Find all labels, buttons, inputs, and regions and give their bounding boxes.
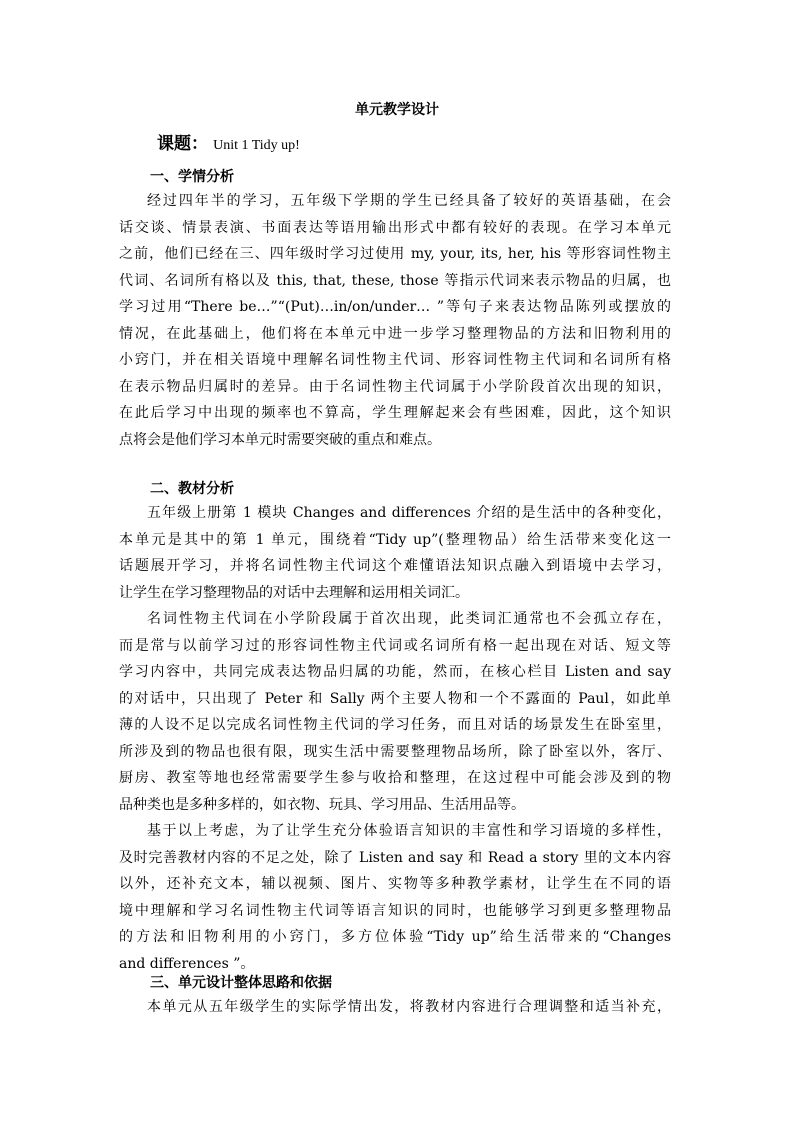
text-line: 话题展开学习，并将名词性物主代词这个难懂语法知识点融入到语境中去学习，: [119, 558, 671, 574]
text-line: 而是常与以前学习过的形容词性物主代词或名词所有格一起出现在对话、短文等: [119, 637, 671, 654]
text-line: 之前，他们已经在三、四年级时学习过使用 my, your, its, her, his 等形容词性物主: [119, 246, 671, 262]
text-line: 品种类也是多种多样的，如衣物、玩具、学习用品、生活用品等。: [119, 796, 525, 813]
text-line: 本单元从五年级学生的实际学情出发，将教材内容进行合理调整和适当补充，: [147, 999, 671, 1015]
text-line: 及时完善教材内容的不足之处，除了 Listen and say 和 Read a story 里的文本内容: [119, 849, 671, 866]
text-line: 代词、名词所有格以及 this, that, these, those 等指示代词来表示物品的归属，也: [119, 272, 671, 289]
text-line: 的对话中，只出现了 Peter 和 Sally 两个主要人物和一个不露面的 Paul，如此单: [119, 690, 671, 707]
text-line: 小窍门，并在相关语境中理解名词性物主代词、形容词性物主代词和名词所有格: [119, 352, 671, 368]
text-line: 基于以上考虑，为了让学生充分体验语言知识的丰富性和学习语境的多样性，: [147, 823, 671, 839]
text-line: 在此后学习中出现的频率也不算高，学生理解起来会有些困难，因此，这个知识: [119, 405, 671, 421]
text-line: 学习内容中，共同完成表达物品归属的功能，然而，在核心栏目 Listen and say: [119, 664, 671, 680]
paragraph-student-analysis: [119, 188, 671, 453]
paragraph-textbook-intro: [119, 500, 671, 606]
text-line: 学习过用“There be…”“(Put)…in/on/under… ”等句子来表达物品陈列或摆放的: [119, 299, 671, 315]
text-line: 厨房、教室等地也经常需要学生参与收拾和整理，在这过程中可能会涉及到的物: [119, 770, 671, 786]
section-heading-design-rationale: 三、单元设计整体思路和依据: [150, 975, 332, 991]
paragraph-supplement: [119, 818, 671, 977]
text-line: 所涉及到的物品也很有限，现实生活中需要整理物品场所，除了卧室以外，客厅、: [119, 743, 671, 760]
topic-line: [157, 131, 300, 159]
text-line: 薄的人设不足以完成名词性物主代词的学习任务，而且对话的场景发生在卧室里，: [119, 717, 671, 733]
text-line: 情况，在此基础上，他们将在本单元中进一步学习整理物品的方法和旧物利用的: [119, 325, 671, 342]
text-line: 点将会是他们学习本单元时需要突破的重点和难点。: [119, 431, 441, 448]
document-title: 单元教学设计: [355, 102, 439, 118]
text-line: 名词性物主代词在小学阶段属于首次出现，此类词汇通常也不会孤立存在，: [147, 611, 671, 627]
topic-text: Unit 1 Tidy up!: [213, 138, 300, 153]
section-heading-student-analysis: 一、学情分析: [150, 169, 234, 185]
text-line: 的方法和旧物利用的小窍门，多方位体验“Tidy up”给生活带来的“Changes: [119, 929, 671, 945]
text-line: 以外，还补充文本，辅以视频、图片、实物等多种教学素材，让学生在不同的语: [119, 876, 671, 892]
text-line: 五年级上册第 1 模块 Changes and differences 介绍的是生活中的各种变化，: [147, 505, 671, 521]
text-line: 境中理解和学习名词性物主代词等语言知识的同时，也能够学习到更多整理物品: [119, 902, 671, 919]
paragraph-design-rationale: [119, 994, 671, 1021]
paragraph-possessive-pronouns: [119, 606, 671, 818]
section-heading-textbook-analysis: 二、教材分析: [150, 481, 234, 497]
topic-label: 课题：: [157, 134, 208, 154]
text-line: 让学生在学习整理物品的对话中去理解和运用相关词汇。: [119, 584, 469, 601]
text-line: 在表示物品归属时的差异。由于名词性物主代词属于小学阶段首次出现的知识，: [119, 378, 671, 395]
text-line: 本单元是其中的第 1 单元，围绕着“Tidy up”(整理物品）给生活带来变化这一: [119, 531, 671, 548]
text-line: 经过四年半的学习，五年级下学期的学生已经具备了较好的英语基础，在会: [147, 193, 671, 209]
text-line: 话交谈、情景表演、书面表达等语用输出形式中都有较好的表现。在学习本单元: [119, 219, 671, 236]
text-line: and differences ”。: [119, 955, 255, 972]
